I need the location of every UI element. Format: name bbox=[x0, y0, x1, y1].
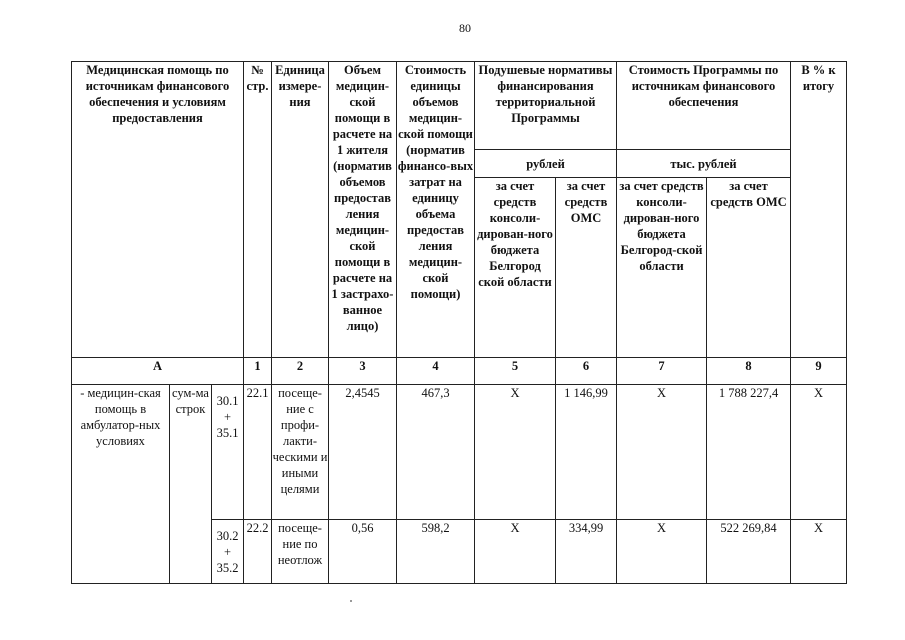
table-row bbox=[72, 385, 847, 520]
row-number: 22.1 bbox=[244, 385, 272, 520]
index-cell-7: 7 bbox=[617, 358, 707, 385]
header-unit-thous-rub: тыс. рублей bbox=[617, 150, 791, 178]
row-cost-budget: Х bbox=[617, 520, 707, 584]
header-program-cost: Стоимость Программы по источникам финансового обеспечения bbox=[617, 62, 791, 150]
sum-label: сум-ма строк bbox=[170, 385, 212, 584]
header-pc-oms: за счет средств ОМС bbox=[556, 178, 617, 358]
index-cell-4: 4 bbox=[397, 358, 475, 385]
row-percent: Х bbox=[791, 520, 847, 584]
index-cell-8: 8 bbox=[707, 358, 791, 385]
row-number: 22.2 bbox=[244, 520, 272, 584]
row-ref: 30.1 + 35.1 bbox=[212, 385, 244, 520]
row-unit-cost: 598,2 bbox=[397, 520, 475, 584]
row-cost-oms: 522 269,84 bbox=[707, 520, 791, 584]
header-care-by-source: Медицинская помощь по источникам финансового обеспечения и условиям предоставления bbox=[72, 62, 244, 358]
index-cell-1: 1 bbox=[244, 358, 272, 385]
index-row bbox=[72, 358, 847, 385]
index-cell-2: 2 bbox=[272, 358, 329, 385]
index-cell-9: 9 bbox=[791, 358, 847, 385]
header-cost-budget: за счет средств консоли-дирован-ного бюджета Белгород-ской области bbox=[617, 178, 707, 358]
row-unit-cost: 467,3 bbox=[397, 385, 475, 520]
header-volume: Объем медицин-ской помощи в расчете на 1 жителя (норматив объемов предостав ления медицин-ской помощи в расчете на 1 застрахо-ванное лицо) bbox=[329, 62, 397, 358]
header-percent: В % к итогу bbox=[791, 62, 847, 358]
row-ref: 30.2 + 35.2 bbox=[212, 520, 244, 584]
header-per-capita-norms: Подушевые нормативы финансирования территориальной Программы bbox=[475, 62, 617, 150]
care-group-label: - медицин-ская помощь в амбулатор-ных условиях bbox=[72, 385, 170, 584]
header-pc-budget: за счет средств консоли-дирован-ного бюджета Белгород ской области bbox=[475, 178, 556, 358]
header-row-number: № стр. bbox=[244, 62, 272, 358]
index-cell-6: 6 bbox=[556, 358, 617, 385]
row-volume: 0,56 bbox=[329, 520, 397, 584]
row-percent: Х bbox=[791, 385, 847, 520]
row-pc-oms: 334,99 bbox=[556, 520, 617, 584]
index-cell-a: А bbox=[72, 358, 244, 385]
page-number: 80 bbox=[459, 21, 471, 35]
header-unit: Единица измере-ния bbox=[272, 62, 329, 358]
row-unit: посеще-ние с профи-лакти-ческими и иными целями bbox=[272, 385, 329, 520]
row-pc-budget: Х bbox=[475, 520, 556, 584]
scan-speck bbox=[350, 600, 352, 602]
row-cost-oms: 1 788 227,4 bbox=[707, 385, 791, 520]
row-pc-budget: Х bbox=[475, 385, 556, 520]
header-unit-cost: Стоимость единицы объемов медицин-ской помощи (норматив финансо-вых затрат на единицу объема предостав ления медицин-ской помощи) bbox=[397, 62, 475, 358]
header-cost-oms: за счет средств ОМС bbox=[707, 178, 791, 358]
financing-table bbox=[71, 61, 847, 584]
row-volume: 2,4545 bbox=[329, 385, 397, 520]
index-cell-3: 3 bbox=[329, 358, 397, 385]
row-pc-oms: 1 146,99 bbox=[556, 385, 617, 520]
header-unit-rub: рублей bbox=[475, 150, 617, 178]
index-cell-5: 5 bbox=[475, 358, 556, 385]
row-unit: посеще-ние по неотлож bbox=[272, 520, 329, 584]
row-cost-budget: Х bbox=[617, 385, 707, 520]
